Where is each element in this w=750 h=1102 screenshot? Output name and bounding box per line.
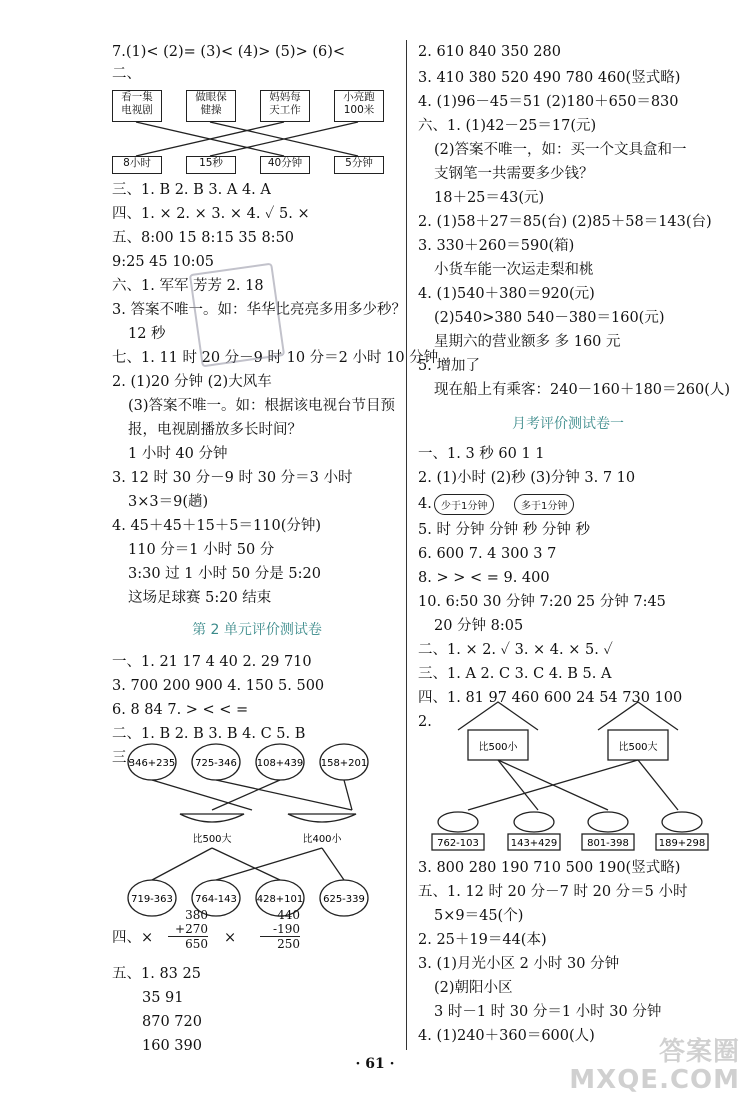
answer-line: 3. 330＋260＝590(箱)	[418, 238, 575, 254]
answer-line: 3:30 过 1 小时 50 分是 5:20	[128, 566, 321, 582]
apple-label: 625-339	[323, 894, 365, 905]
answer-line: 5×9＝45(个)	[434, 908, 524, 924]
answer-line: 3. 700 200 900 4. 150 5. 500	[112, 678, 325, 694]
answer-line: 4. 45＋45＋15＋5＝110(分钟)	[112, 518, 322, 534]
apple-label: 346+235	[128, 758, 176, 769]
answer-line: 一、1. 21 17 4 40 2. 29 710	[112, 654, 312, 670]
answer-line: 3×3＝9(趟)	[128, 494, 209, 510]
answer-line: 2.	[418, 714, 432, 730]
answer-line: 三、	[112, 750, 141, 766]
turtle-label: 143+429	[510, 838, 558, 849]
vertical-calc: 380 +270 650	[168, 908, 208, 951]
answer-line: (2)答案不唯一，如：买一个文具盒和一	[434, 142, 687, 158]
answer-line: 现在船上有乘客：240－160＋180＝260(人)	[434, 382, 731, 398]
answer-line: 7.(1)< (2)= (3)< (4)> (5)> (6)<	[112, 44, 346, 60]
answer-line: 2. 610 840 350 280	[418, 44, 561, 60]
answer-line: (3)答案不唯一。如：根据该电视台节目预	[128, 398, 396, 414]
answer-line: 支钢笔一共需要多少钱？	[434, 166, 594, 182]
answer-line: 20 分钟 8:05	[434, 618, 524, 634]
answer-line: 2. 25＋19＝44(本)	[418, 932, 547, 948]
bowl-label: 比500大	[192, 834, 232, 845]
option-pill: 多于1分钟	[514, 494, 574, 515]
match-bottom-box: 15秒	[186, 156, 236, 174]
match-top-box: 看一集 电视剧	[112, 90, 162, 122]
section-title: 月考评价测试卷一	[512, 416, 624, 432]
answer-line: 6. 8 84 7. > < < =	[112, 702, 249, 718]
answer-line: 三、1. A 2. C 3. C 4. B 5. A	[418, 666, 612, 682]
answer-line: 六、1. (1)42－25＝17(元)	[418, 118, 597, 134]
match-top-box: 妈妈每 天工作	[260, 90, 310, 122]
answer-line: 3. 答案不唯一。如：华华比亮亮多用多少秒？	[112, 302, 406, 318]
turtle-label: 189+298	[658, 838, 706, 849]
answer-line: 报，电视剧播放多长时间？	[128, 422, 302, 438]
apple-label: 428+101	[256, 894, 304, 905]
apple-label: 158+201	[320, 758, 368, 769]
answer-line: 三、1. B 2. B 3. A 4. A	[112, 182, 271, 198]
house-label: 比500小	[478, 742, 518, 753]
answer-mark: ×	[224, 930, 237, 946]
answer-line: 8. > > < = 9. 400	[418, 570, 550, 586]
answer-line: 5. 时 分钟 分钟 秒 分钟 秒	[418, 522, 590, 538]
match-top-box: 小亮跑 100米	[334, 90, 384, 122]
match-top-box: 做眼保 健操	[186, 90, 236, 122]
answer-line: 2. (1)20 分钟 (2)大风车	[112, 374, 272, 390]
answer-line: 一、1. 3 秒 60 1 1	[418, 446, 545, 462]
answer-line: (2)540>380 540－380＝160(元)	[434, 310, 665, 326]
bowl-label: 比400小	[302, 834, 342, 845]
vertical-calc: 440 -190 250	[260, 908, 300, 951]
answer-line: 4. (1)540＋380＝920(元)	[418, 286, 595, 302]
match-bottom-box: 8小时	[112, 156, 162, 174]
answer-line: (2)朝阳小区	[434, 980, 513, 996]
answer-line: 9:25 45 10:05	[112, 254, 215, 270]
answer-line: 四、1. 81 97 460 600 24 54 730 100	[418, 690, 683, 706]
answer-line: 110 分＝1 小时 50 分	[128, 542, 275, 558]
answer-line: 3. (1)月光小区 2 小时 30 分钟	[418, 956, 620, 972]
answer-line: 二、1. B 2. B 3. B 4. C 5. B	[112, 726, 306, 742]
answer-line: 四、×	[112, 930, 154, 946]
answer-line: 五、1. 83 25	[112, 966, 201, 982]
answer-line: 2. (1)小时 (2)秒 (3)分钟 3. 7 10	[418, 470, 636, 486]
answer-line: 1 小时 40 分钟	[128, 446, 228, 462]
answer-line: 4. (1)96－45＝51 (2)180＋650＝830	[418, 94, 679, 110]
answer-line: 10. 6:50 30 分钟 7:20 25 分钟 7:45	[418, 594, 666, 610]
apple-label: 719-363	[131, 894, 173, 905]
answer-line: 二、	[112, 66, 141, 82]
turtle-label: 762-103	[437, 838, 479, 849]
apple-label: 108+439	[256, 758, 304, 769]
answer-line: 二、1. × 2. ✓ 3. × 4. × 5. ✓	[418, 642, 613, 658]
answer-line: 6. 600 7. 4 300 3 7	[418, 546, 557, 562]
house-label: 比500大	[618, 742, 658, 753]
turtle-label: 801-398	[587, 838, 629, 849]
answer-line: 4. (1)240＋360＝600(人)	[418, 1028, 595, 1044]
apple-label: 764-143	[195, 894, 237, 905]
answer-line: 870 720	[142, 1014, 202, 1030]
answer-line: 小货车能一次运走梨和桃	[434, 262, 594, 278]
answer-line: 35 91	[142, 990, 184, 1006]
answer-line: 这场足球赛 5:20 结束	[128, 590, 272, 606]
answer-line: 3. 410 380 520 490 780 460(竖式略)	[418, 70, 681, 86]
match-lines	[112, 122, 392, 158]
answer-line: 五、1. 12 时 20 分－7 时 20 分＝5 小时	[418, 884, 688, 900]
answer-line: 2. (1)58＋27＝85(台) (2)85＋58＝143(台)	[418, 214, 712, 230]
answer-line: 四、1. × 2. × 3. × 4. ✓ 5. ×	[112, 206, 310, 222]
match-bottom-box: 5分钟	[334, 156, 384, 174]
answer-line: 七、1. 11 时 20 分－9 时 10 分＝2 小时 10 分钟	[112, 350, 439, 366]
answer-line: 12 秒	[128, 326, 166, 342]
apple-label: 725-346	[195, 758, 237, 769]
answer-line: 4.	[418, 496, 432, 512]
answer-line: 五、8:00 15 8:15 35 8:50	[112, 230, 295, 246]
match-bottom-box: 40分钟	[260, 156, 310, 174]
answer-line: 3. 800 280 190 710 500 190(竖式略)	[418, 860, 681, 876]
answer-line: 六、1. 军军 芳芳 2. 18	[112, 278, 264, 294]
answer-line: 160 390	[142, 1038, 202, 1054]
answer-line: 3. 12 时 30 分－9 时 30 分＝3 小时	[112, 470, 353, 486]
answer-line: 5. 增加了	[418, 358, 480, 374]
apples-diagram	[112, 730, 402, 950]
section-title: 第 2 单元评价测试卷	[192, 622, 322, 638]
column-divider	[406, 40, 407, 1050]
answer-line: 星期六的营业额多 多 160 元	[434, 334, 621, 350]
watermark: 答案圈 MXQE.COM	[569, 1037, 740, 1095]
stamp-mark	[189, 263, 285, 368]
answer-line: 3 时－1 时 30 分＝1 小时 30 分钟	[434, 1004, 662, 1020]
answer-line: 18＋25＝43(元)	[434, 190, 545, 206]
houses-diagram	[418, 690, 718, 850]
page-number: · 61 ·	[355, 1056, 395, 1072]
option-pill: 少于1分钟	[434, 494, 494, 515]
